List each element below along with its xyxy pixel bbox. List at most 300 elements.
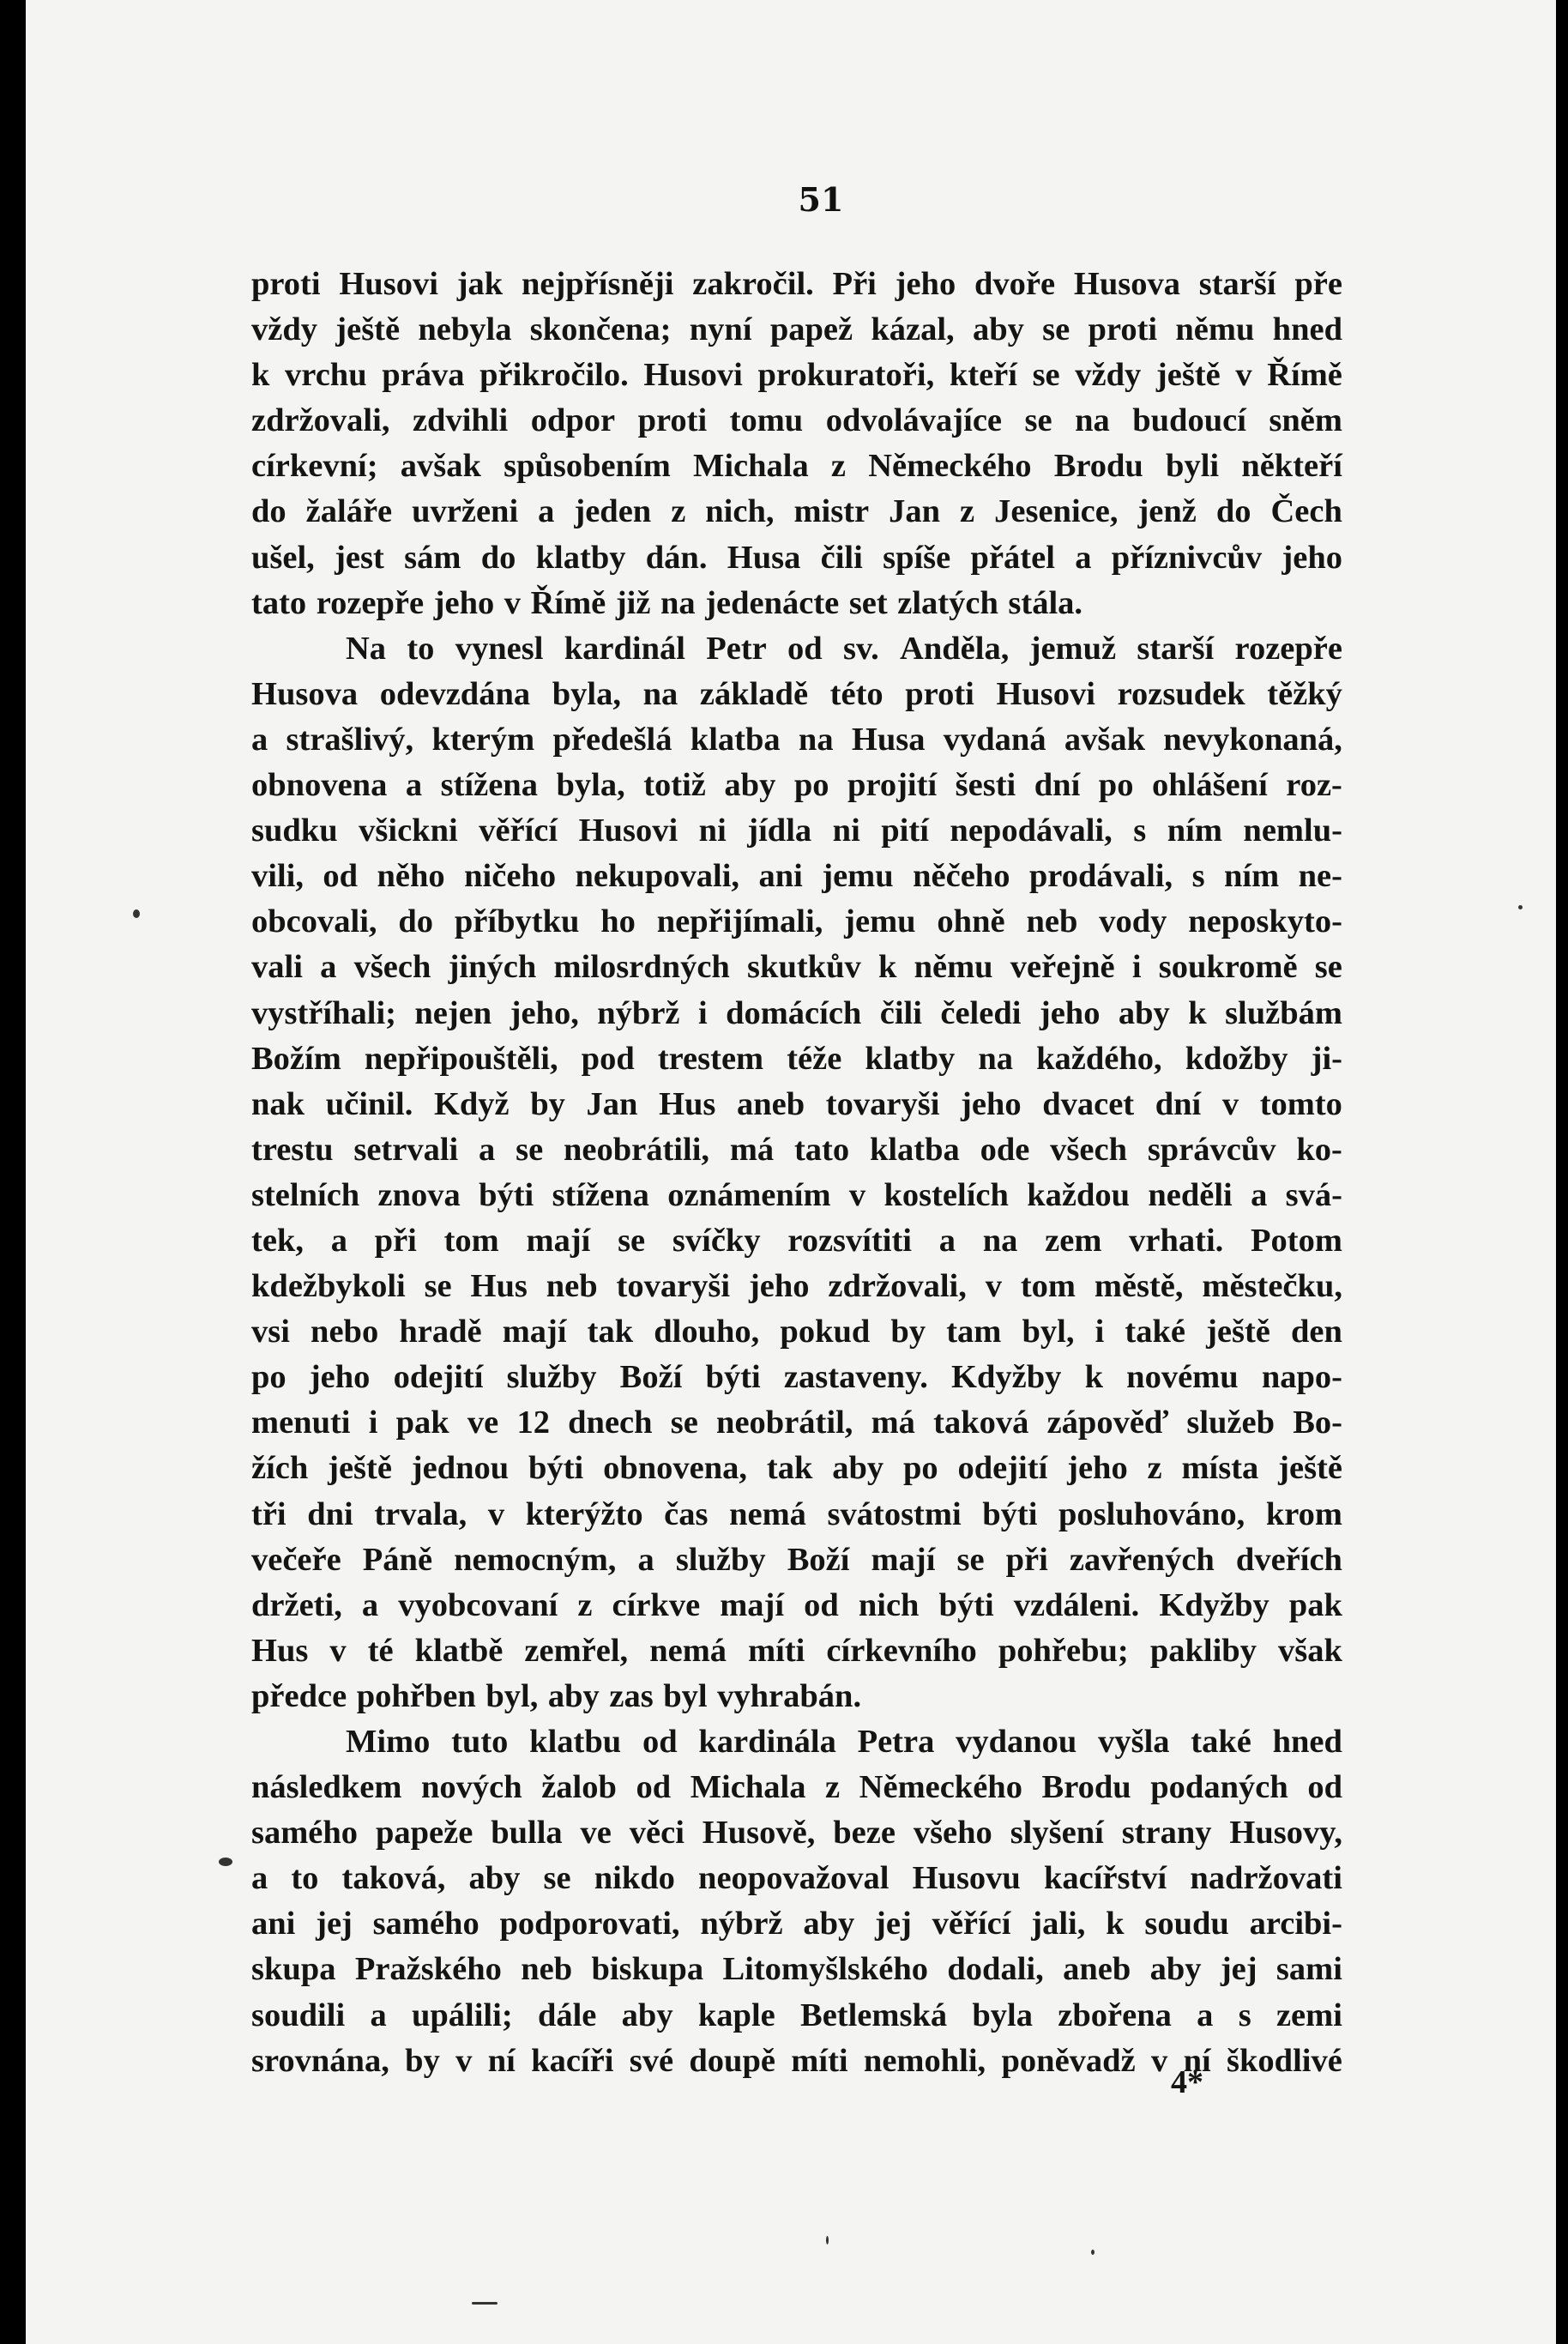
word: neb xyxy=(521,1951,573,1988)
word: Husovy, xyxy=(1229,1815,1342,1852)
word: všech xyxy=(1050,1131,1127,1168)
word: se xyxy=(956,1541,985,1578)
word: nemá xyxy=(649,1632,727,1669)
word: bulla xyxy=(491,1815,563,1852)
word: biskupa xyxy=(591,1951,704,1988)
word: a xyxy=(1075,539,1092,576)
text-line xyxy=(251,1947,1342,1992)
word: ještě xyxy=(1155,357,1221,394)
word: k xyxy=(1084,1359,1103,1396)
word: pití xyxy=(881,813,929,849)
word: odvolávajíce xyxy=(825,402,1003,439)
word: neděli xyxy=(1148,1176,1233,1213)
word: avšak xyxy=(400,448,481,485)
word: městečku, xyxy=(1202,1268,1342,1305)
word: svíčky xyxy=(672,1222,761,1259)
word: té xyxy=(367,1632,394,1669)
word: byl xyxy=(663,1677,708,1714)
text-line xyxy=(251,535,1342,581)
word: Husa xyxy=(727,539,801,576)
word: vynesl xyxy=(455,630,544,667)
word: mají xyxy=(502,1314,567,1350)
word: by xyxy=(890,1314,926,1350)
word: tom xyxy=(443,1222,499,1259)
word: v xyxy=(985,1268,1002,1305)
word: svá- xyxy=(1285,1176,1342,1213)
word: tomu xyxy=(729,402,804,439)
word: proti xyxy=(637,402,708,439)
word: zdržovali, xyxy=(828,1268,967,1305)
word: zápověď xyxy=(1046,1405,1169,1441)
word: Německého xyxy=(859,1769,1022,1806)
word: set xyxy=(848,584,888,621)
word: kostelích xyxy=(884,1176,1009,1213)
word: Římě xyxy=(530,584,606,621)
word: základě xyxy=(699,675,809,712)
word: Betlemská xyxy=(800,1997,948,2033)
word: aby xyxy=(1149,1951,1202,1988)
word: zas xyxy=(609,1677,654,1714)
word: nemohli, xyxy=(863,2042,986,2079)
word: jeho xyxy=(961,1085,1022,1122)
text-line xyxy=(251,1537,1342,1583)
print-speck xyxy=(1091,2250,1095,2255)
word: pak xyxy=(395,1405,449,1441)
word: podporovati, xyxy=(499,1906,680,1942)
word: napo- xyxy=(1261,1359,1342,1396)
word: aby xyxy=(803,1906,855,1942)
word: zastaveny. xyxy=(783,1359,928,1396)
text-line xyxy=(251,1036,1342,1082)
word: na xyxy=(982,1222,1018,1259)
word: a xyxy=(370,1997,387,2033)
word: to xyxy=(291,1860,319,1897)
word: předešlá xyxy=(552,721,672,758)
word: nýbrž xyxy=(597,994,680,1031)
word: Husovi xyxy=(643,357,743,394)
word: Brodu xyxy=(1041,1769,1131,1806)
word: Michala xyxy=(693,448,809,485)
word: má xyxy=(729,1131,775,1168)
word: stelních xyxy=(251,1176,360,1213)
word: němu xyxy=(914,949,993,986)
word: papeže xyxy=(375,1815,473,1852)
word: soukromě xyxy=(1158,949,1298,986)
word: všickni xyxy=(359,813,458,849)
word: býti xyxy=(982,1495,1038,1532)
word: jídla xyxy=(747,813,812,849)
word: ne- xyxy=(1298,858,1342,895)
text-line xyxy=(251,581,1342,626)
word: církevní; xyxy=(251,448,378,485)
word: kdožby xyxy=(1185,1040,1288,1077)
word: vydanou xyxy=(956,1724,1077,1760)
word: a xyxy=(251,721,268,758)
text-line xyxy=(251,1127,1342,1173)
word: klatba xyxy=(869,1131,960,1168)
word: odejití xyxy=(393,1359,484,1396)
word: práva xyxy=(382,357,465,394)
word: škodlivé xyxy=(1227,2042,1342,2079)
word: býti xyxy=(528,1450,584,1487)
word: k xyxy=(251,357,270,394)
word: se xyxy=(516,1131,544,1168)
word: službám xyxy=(1225,994,1342,1031)
word: spíše xyxy=(883,539,951,576)
word: aby xyxy=(972,311,1024,348)
text-line xyxy=(251,1264,1342,1309)
word: klatbě xyxy=(414,1632,504,1669)
word: skupa xyxy=(251,1951,336,1988)
word: vrchu xyxy=(285,357,367,394)
word: aby xyxy=(832,1450,884,1487)
word: menuti xyxy=(251,1405,351,1441)
word: do xyxy=(480,539,516,576)
page-number: 51 xyxy=(798,180,844,219)
word: předce xyxy=(251,1677,347,1714)
word: Petra xyxy=(857,1724,935,1760)
word: svátostmi xyxy=(827,1495,962,1532)
word: Husovi xyxy=(339,266,438,302)
word: z xyxy=(671,493,686,530)
word: milosrdných xyxy=(553,949,730,986)
word: ni xyxy=(832,813,860,849)
word: Brodu xyxy=(1053,448,1143,485)
word: kterýžto xyxy=(525,1495,643,1532)
word: dvacet xyxy=(1042,1085,1135,1122)
word: a xyxy=(330,1222,347,1259)
word: Pražského xyxy=(354,1951,502,1988)
print-speck xyxy=(826,2236,829,2244)
word: jemu xyxy=(822,858,894,895)
word: Božím xyxy=(251,1040,341,1077)
word: žalob xyxy=(541,1769,617,1806)
word: vyhrabán. xyxy=(717,1677,862,1714)
word: zakročil. xyxy=(692,266,814,302)
word: Na xyxy=(346,630,387,667)
word: býti xyxy=(938,1586,994,1623)
word: všeho xyxy=(913,1815,992,1852)
word: se xyxy=(1032,357,1060,394)
word: něho xyxy=(377,858,445,895)
word: sami xyxy=(1276,1951,1342,1988)
word: církevního xyxy=(826,1632,977,1669)
text-line xyxy=(251,1355,1342,1400)
word: věci xyxy=(629,1815,684,1852)
word: býti xyxy=(705,1359,761,1396)
word: nemá xyxy=(729,1495,806,1532)
word: Anděla, xyxy=(900,630,1010,667)
word: kaple xyxy=(697,1997,775,2033)
word: Husova xyxy=(251,675,359,712)
word: samého xyxy=(251,1815,359,1852)
word: sudku xyxy=(251,813,338,849)
word: večeře xyxy=(251,1541,341,1578)
word: jeho xyxy=(1067,1450,1128,1487)
word: v xyxy=(848,1176,866,1213)
word: Mimo xyxy=(346,1724,431,1760)
print-speck xyxy=(133,909,140,918)
word: věřící xyxy=(932,1906,1011,1942)
word: tovaryši xyxy=(616,1268,731,1305)
word: to xyxy=(407,630,435,667)
word: z xyxy=(960,493,975,530)
word: šesti xyxy=(955,767,1016,804)
word: Husovi xyxy=(996,675,1095,712)
word: ko- xyxy=(1296,1131,1342,1168)
word: skončena; xyxy=(529,311,672,348)
text-line xyxy=(251,899,1342,945)
word: tak xyxy=(587,1314,634,1350)
word: všech xyxy=(353,949,431,986)
word: jeho xyxy=(1039,994,1101,1031)
text-line xyxy=(251,262,1342,307)
word: Jan xyxy=(889,493,941,530)
text-line xyxy=(251,489,1342,535)
word: do xyxy=(1215,493,1251,530)
word: hradě xyxy=(399,1314,482,1350)
word: jemuž xyxy=(1029,630,1117,667)
text-line xyxy=(251,1082,1342,1127)
word: Husově, xyxy=(702,1815,816,1852)
word: ohně xyxy=(937,903,1005,940)
word: místa xyxy=(1181,1450,1259,1487)
word: dní xyxy=(1034,767,1081,804)
word: ještě xyxy=(1278,1450,1342,1487)
word: papež xyxy=(769,311,853,348)
word: aneb xyxy=(737,1085,805,1122)
word: po xyxy=(251,1359,286,1396)
word: ode xyxy=(980,1131,1030,1168)
word: pohřebu; xyxy=(998,1632,1129,1669)
word: novému xyxy=(1126,1359,1239,1396)
word: domácích xyxy=(726,994,862,1031)
word: hned xyxy=(1272,311,1342,348)
word: nak xyxy=(251,1085,305,1122)
word: jeden xyxy=(574,493,652,530)
word: dnech xyxy=(568,1405,653,1441)
word: držeti, xyxy=(251,1586,342,1623)
word: jej xyxy=(875,1906,912,1942)
word: by xyxy=(530,1085,565,1122)
word: aby xyxy=(1118,994,1170,1031)
word: v xyxy=(1151,2042,1168,2079)
word: na xyxy=(978,1040,1013,1077)
word: dán. xyxy=(645,539,708,576)
text-line xyxy=(251,1173,1342,1218)
word: obnovena, xyxy=(603,1450,748,1487)
word: vzdáleni. xyxy=(1013,1586,1140,1623)
word: pak xyxy=(1288,1586,1342,1623)
word: Hus xyxy=(470,1268,528,1305)
word: by xyxy=(405,2042,440,2079)
word: nepřijímali, xyxy=(656,903,823,940)
word: i xyxy=(1131,949,1142,986)
word: s xyxy=(1133,813,1147,849)
text-line xyxy=(251,1993,1342,2039)
word: ním xyxy=(1223,858,1280,895)
word: tek, xyxy=(251,1222,304,1259)
word: v xyxy=(504,584,522,621)
word: roz- xyxy=(1286,767,1342,804)
word: od xyxy=(804,1586,839,1623)
word: dvoře xyxy=(974,266,1056,302)
word: Římě xyxy=(1267,357,1342,394)
word: nikdo xyxy=(594,1860,675,1897)
word: nekupovali, xyxy=(575,858,740,895)
word: projití xyxy=(847,767,938,804)
word: 12 xyxy=(516,1405,550,1441)
text-line xyxy=(251,808,1342,854)
word: od xyxy=(642,1724,678,1760)
word: přátel xyxy=(970,539,1055,576)
word: však xyxy=(1278,1632,1342,1669)
word: k xyxy=(1188,994,1207,1031)
word: vali xyxy=(251,949,303,986)
word: nýbrž xyxy=(700,1906,783,1942)
word: zemřel, xyxy=(524,1632,629,1669)
word: na xyxy=(1075,402,1110,439)
word: trestu xyxy=(251,1131,334,1168)
word: klatba xyxy=(690,721,781,758)
word: jedenácte xyxy=(705,584,840,621)
word: jeho xyxy=(748,1268,810,1305)
word: neb xyxy=(546,1268,598,1305)
word: obcovali, xyxy=(251,903,377,940)
text-line xyxy=(251,626,1342,672)
word: vrhati. xyxy=(1129,1222,1224,1259)
word: proti xyxy=(251,266,321,302)
word: jej xyxy=(316,1906,353,1942)
word: ji- xyxy=(1311,1040,1342,1077)
print-speck xyxy=(472,2302,498,2305)
word: ním xyxy=(1167,813,1222,849)
word: byla, xyxy=(556,767,625,804)
word: Kdyžby xyxy=(1159,1586,1269,1623)
word: čili xyxy=(879,994,922,1031)
body-text xyxy=(251,262,1342,2084)
word: přikročilo. xyxy=(479,357,629,394)
word: prodávali, xyxy=(1028,858,1173,895)
word: se xyxy=(1314,949,1342,986)
word: odevzdána xyxy=(379,675,531,712)
word: znova xyxy=(377,1176,461,1213)
word: zlatých xyxy=(897,584,998,621)
word: kacíři xyxy=(531,2042,614,2079)
word: starší xyxy=(1198,266,1276,302)
text-line xyxy=(251,945,1342,990)
word: veřejně xyxy=(1010,949,1115,986)
word: od xyxy=(787,630,823,667)
word: jednou xyxy=(411,1450,510,1487)
word: v xyxy=(487,1495,505,1532)
text-line xyxy=(251,1628,1342,1674)
word: do xyxy=(251,493,286,530)
word: čeledi xyxy=(940,994,1022,1031)
word: téže xyxy=(787,1040,842,1077)
word: nich, xyxy=(705,493,775,530)
word: služby xyxy=(675,1541,766,1578)
word: se xyxy=(1042,311,1070,348)
word: jenž xyxy=(1137,493,1197,530)
word: z xyxy=(577,1586,593,1623)
word: se xyxy=(543,1860,571,1897)
word: vyšla xyxy=(1098,1724,1170,1760)
word: budoucí xyxy=(1132,402,1246,439)
word: Boží xyxy=(619,1359,683,1396)
word: jiných xyxy=(448,949,537,986)
word: avšak xyxy=(1064,721,1146,758)
word: trestem xyxy=(657,1040,764,1077)
word: vystříhali; xyxy=(251,994,396,1031)
text-line xyxy=(251,1901,1342,1947)
word: doupě xyxy=(689,2042,775,2079)
word: mají xyxy=(720,1586,785,1623)
word: byla xyxy=(972,1997,1033,2033)
word: pře xyxy=(1294,266,1342,302)
word: kterým xyxy=(431,721,535,758)
word: nyní xyxy=(689,311,752,348)
word: něčeho xyxy=(913,858,1010,895)
word: ještě xyxy=(328,1450,392,1487)
word: zdržovali, xyxy=(251,402,390,439)
word: se xyxy=(424,1268,452,1305)
word: vyobcovaní xyxy=(398,1586,558,1623)
word: spůsobením xyxy=(504,448,671,485)
word: zbořena xyxy=(1058,1997,1172,2033)
word: byl, xyxy=(1022,1314,1075,1350)
word: vždy xyxy=(251,311,317,348)
text-line xyxy=(251,1765,1342,1810)
word: nemocným, xyxy=(454,1541,617,1578)
word: jak xyxy=(456,266,504,302)
word: této xyxy=(829,675,884,712)
word: neb xyxy=(1026,903,1078,940)
word: ve xyxy=(467,1405,499,1441)
word: ještě xyxy=(1206,1314,1270,1350)
word: i xyxy=(368,1405,378,1441)
word: pod xyxy=(581,1040,635,1077)
word: Čech xyxy=(1270,493,1342,530)
word: proti xyxy=(905,675,974,712)
word: po xyxy=(793,767,829,804)
word: taková xyxy=(933,1405,1029,1441)
book-page xyxy=(26,0,1556,2344)
word: mají xyxy=(871,1541,936,1578)
word: sv. xyxy=(843,630,879,667)
word: po xyxy=(1098,767,1134,804)
word: a xyxy=(1197,1997,1214,2033)
text-line xyxy=(251,307,1342,353)
word: Husovu xyxy=(912,1860,1021,1897)
word: k xyxy=(877,949,897,986)
word: z xyxy=(825,1769,841,1806)
word: žaláře xyxy=(305,493,393,530)
word: s xyxy=(1238,1997,1251,2033)
word: dní xyxy=(1155,1085,1202,1122)
word: jeho, xyxy=(510,994,579,1031)
word: podaných xyxy=(1150,1769,1288,1806)
word: Při xyxy=(832,266,877,302)
word: neobrátil, xyxy=(716,1405,853,1441)
word: klatby xyxy=(865,1040,956,1077)
word: nemlu- xyxy=(1243,813,1342,849)
word: ještě xyxy=(335,311,401,348)
word: ve xyxy=(580,1815,612,1852)
text-line xyxy=(251,1218,1342,1264)
word: aby xyxy=(621,1997,673,2033)
word: Potom xyxy=(1251,1222,1342,1259)
